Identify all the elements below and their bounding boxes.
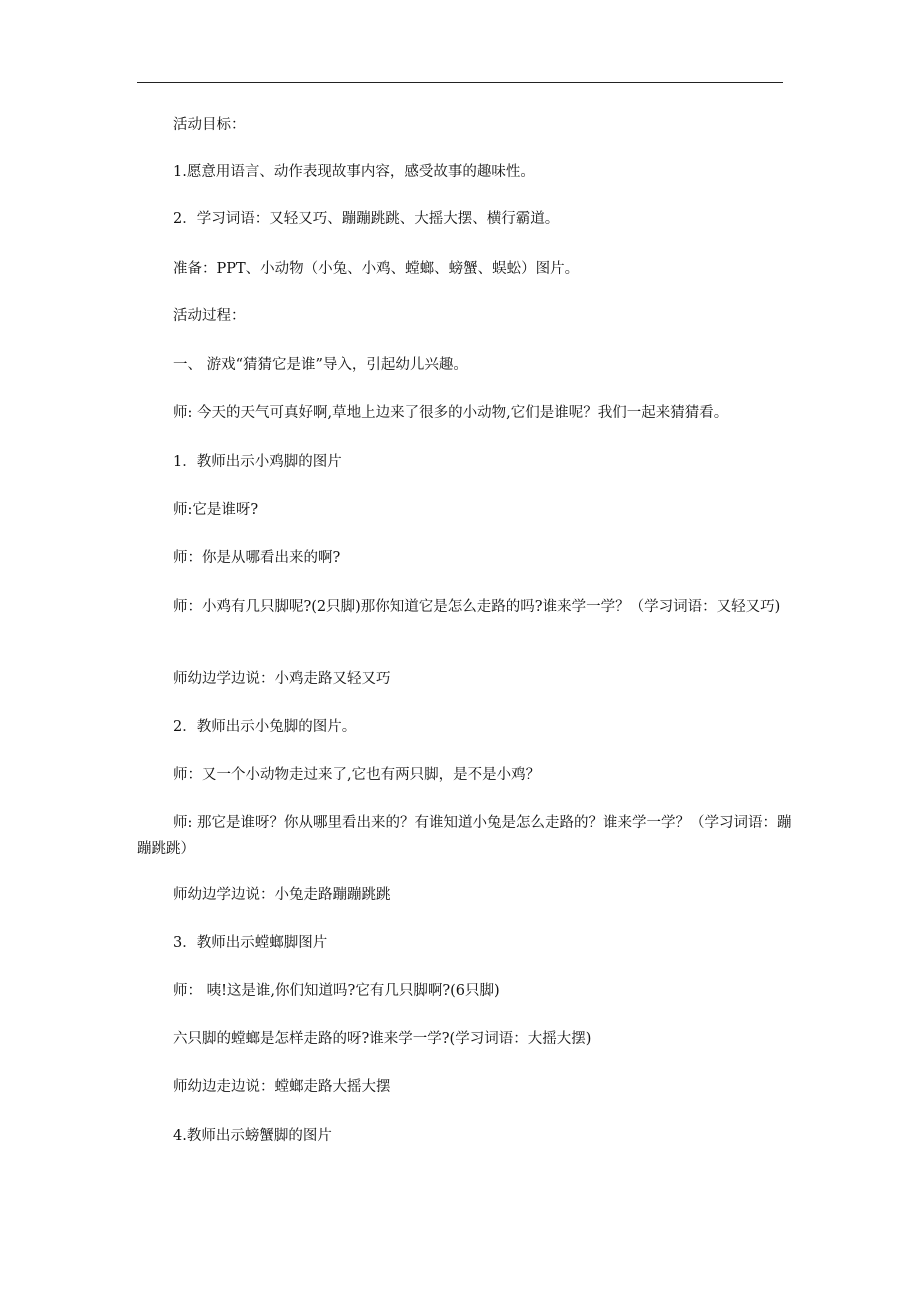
paragraph: 准备：PPT、小动物（小兔、小鸡、螳螂、螃蟹、蜈蚣）图片。 [173, 261, 580, 277]
paragraph: 师: 今天的天气可真好啊,草地上边来了很多的小动物,它们是谁呢？我们一起来猜猜看。 [173, 405, 729, 421]
paragraph: 师：小鸡有几只脚呢?(2只脚)那你知道它是怎么走路的吗?谁来学一学？（学习词语：又轻又巧) [173, 599, 781, 615]
paragraph: 师: 那它是谁呀？你从哪里看出来的？有谁知道小兔是怎么走路的？谁来学一学？（学习词语：蹦蹦跳跳） [137, 815, 792, 857]
paragraph: 师:它是谁呀? [173, 502, 259, 518]
paragraph: 1．教师出示小鸡脚的图片 [173, 454, 342, 470]
header-rule [137, 82, 783, 83]
paragraph: 2．教师出示小兔脚的图片。 [173, 719, 357, 735]
paragraph: 1.愿意用语言、动作表现故事内容，感受故事的趣味性。 [173, 164, 535, 180]
paragraph: 活动目标： [173, 117, 246, 133]
paragraph: 4.教师出示螃蟹脚的图片 [173, 1128, 332, 1144]
paragraph: 一、 游戏“猜猜它是谁”导入，引起幼儿兴趣。 [173, 357, 468, 373]
paragraph: 活动过程： [173, 308, 246, 324]
paragraph: 师幼边学边说：小鸡走路又轻又巧 [173, 671, 391, 687]
paragraph: 师幼边走边说：螳螂走路大摇大摆 [173, 1079, 391, 1095]
paragraph: 师： 咦!这是谁,你们知道吗?它有几只脚啊?(6只脚) [173, 983, 500, 999]
paragraph: 3．教师出示螳螂脚图片 [173, 935, 328, 951]
paragraph: 六只脚的螳螂是怎样走路的呀?谁来学一学?(学习词语：大摇大摆) [173, 1031, 592, 1047]
paragraph: 2．学习词语：又轻又巧、蹦蹦跳跳、大摇大摆、横行霸道。 [173, 211, 560, 227]
paragraph: 师：你是从哪看出来的啊? [173, 550, 341, 566]
paragraph: 师幼边学边说：小兔走路蹦蹦跳跳 [173, 887, 391, 903]
paragraph: 师：又一个小动物走过来了,它也有两只脚，是不是小鸡？ [173, 767, 541, 783]
